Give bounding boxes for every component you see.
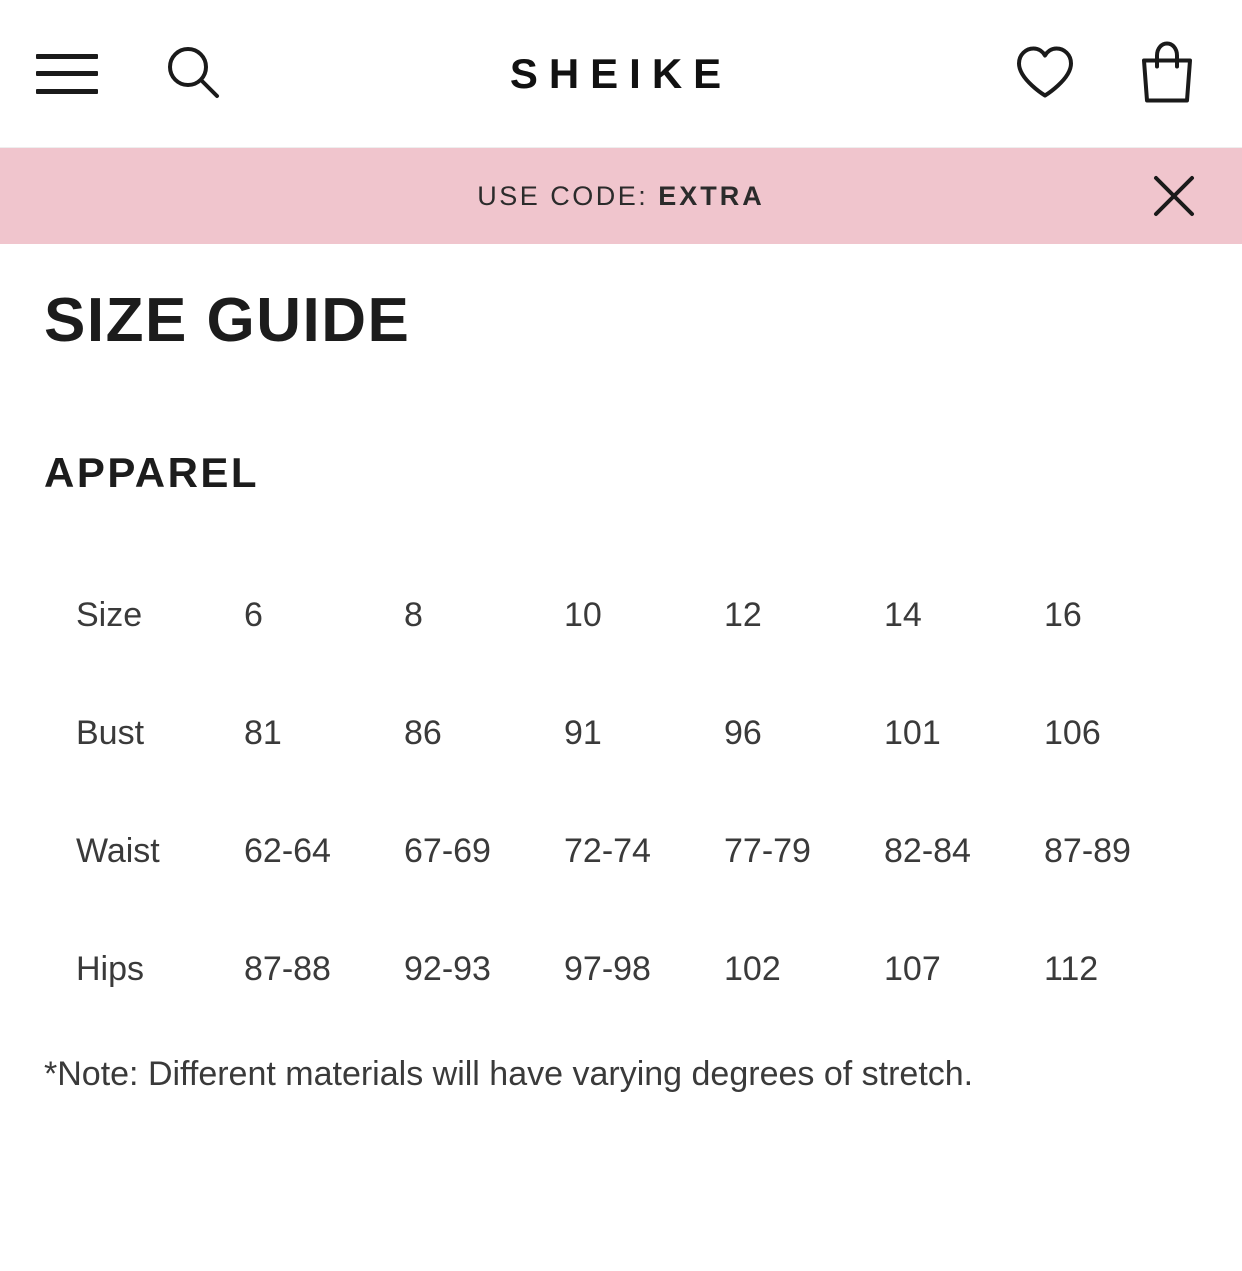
table-cell: 91	[564, 713, 602, 752]
heart-icon	[1014, 44, 1076, 103]
site-logo[interactable]: SHEIKE	[509, 49, 733, 97]
hamburger-icon	[36, 54, 98, 94]
table-cell: 10	[564, 596, 602, 635]
table-cell: 72-74	[564, 831, 651, 870]
section-title-apparel: APPAREL	[44, 449, 260, 497]
row-label: Size	[76, 596, 143, 635]
table-cell: 87-88	[244, 949, 331, 988]
table-cell: 106	[1044, 713, 1101, 752]
table-cell: 8	[404, 596, 423, 635]
promo-banner	[0, 148, 1242, 244]
size-guide-note: *Note: Different materials will have varying degrees of stretch.	[44, 1054, 974, 1093]
table-cell: 14	[884, 596, 922, 635]
page-content	[0, 244, 1242, 1100]
row-label: Hips	[76, 949, 145, 988]
table-row	[44, 593, 1204, 711]
table-row	[44, 947, 1204, 993]
table-cell: 81	[244, 713, 282, 752]
table-cell: 101	[884, 713, 941, 752]
header-left-controls	[36, 43, 222, 104]
promo-prefix: USE CODE:	[477, 180, 659, 211]
promo-code: EXTRA	[658, 180, 765, 211]
search-icon	[164, 43, 222, 104]
table-cell: 16	[1044, 596, 1082, 635]
table-cell: 82-84	[884, 831, 971, 870]
table-cell: 96	[724, 713, 762, 752]
wishlist-button[interactable]	[1014, 44, 1076, 103]
table-row	[44, 711, 1204, 829]
table-cell: 77-79	[724, 831, 811, 870]
table-cell: 97-98	[564, 949, 651, 988]
table-cell: 87-89	[1044, 831, 1131, 870]
table-cell: 102	[724, 949, 781, 988]
shopping-bag-icon	[1138, 40, 1196, 107]
promo-text	[477, 181, 765, 212]
table-cell: 112	[1044, 949, 1099, 988]
close-icon	[1148, 210, 1200, 225]
table-cell: 86	[404, 713, 442, 752]
table-cell: 67-69	[404, 831, 491, 870]
cart-button[interactable]	[1138, 40, 1196, 107]
table-cell: 6	[244, 596, 263, 635]
size-guide-table	[44, 593, 1204, 993]
table-cell: 62-64	[244, 831, 331, 870]
table-row	[44, 829, 1204, 947]
site-header	[0, 0, 1242, 148]
table-cell: 92-93	[404, 949, 491, 988]
row-label: Bust	[76, 713, 145, 752]
header-right-controls	[1014, 40, 1196, 107]
menu-button[interactable]	[36, 54, 98, 94]
page-title: SIZE GUIDE	[44, 286, 411, 355]
table-cell: 12	[724, 596, 762, 635]
row-label: Waist	[76, 831, 160, 870]
search-button[interactable]	[164, 43, 222, 104]
promo-close-button[interactable]	[1148, 170, 1200, 222]
table-cell: 107	[884, 949, 941, 988]
